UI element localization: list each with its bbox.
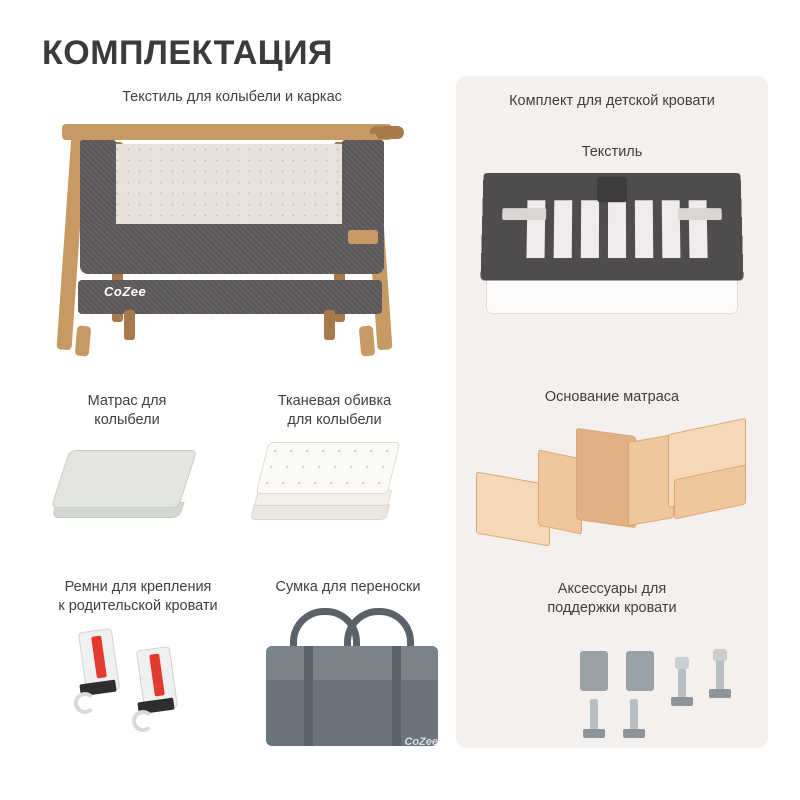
straps-illustration [52, 620, 222, 750]
accessories-caption [466, 580, 758, 618]
bed-support-accessories-illustration [570, 645, 750, 750]
accessories-caption-line2: поддержки кровати [547, 600, 677, 616]
bed-textile-label-left [502, 208, 546, 220]
mattress-caption-line2: колыбели [94, 412, 160, 428]
cover-caption-line2: для колыбели [287, 412, 382, 428]
accessory-pad-left [580, 651, 608, 691]
crib-leather-tag [348, 230, 378, 244]
bag-flap [266, 646, 438, 680]
accessory-pad-right [626, 651, 654, 691]
crib-foot-back-right [324, 310, 335, 340]
strap-hook-a [74, 692, 96, 714]
straps-caption [38, 578, 238, 616]
crib-foot-right [359, 325, 376, 356]
crib-illustration [52, 112, 412, 367]
accessory-foot-plate-1 [671, 697, 693, 706]
crib-foot-back-left [124, 310, 135, 340]
crib-fabric-bottom [80, 224, 384, 274]
mattress-base-illustration [476, 420, 756, 560]
bed-textile-illustration [476, 162, 748, 322]
accessory-foot-plate-3 [583, 729, 605, 738]
accessories-caption-line1: Аксессуары для [557, 581, 667, 597]
accessory-foot-plate-2 [709, 689, 731, 698]
accessory-foot-knob-2 [713, 649, 727, 661]
bed-textile-caption: Текстиль [581, 144, 643, 160]
bed-textile-label-right [678, 208, 722, 220]
crib-caption: Текстиль для колыбели и каркас [122, 89, 342, 105]
mattress-top [51, 450, 198, 508]
bag-caption: Сумка для переноски [275, 579, 421, 595]
cover-caption [252, 392, 417, 430]
straps-caption-line1: Ремни для крепления [64, 579, 212, 595]
accessory-foot-stem-4 [630, 699, 638, 731]
mattress-illustration [52, 432, 202, 552]
mattress-caption-line1: Матрас для [87, 393, 167, 409]
accessory-foot-plate-4 [623, 729, 645, 738]
straps-caption-line2: к родительской кровати [58, 598, 218, 614]
carry-bag-illustration [252, 608, 452, 758]
bed-textile-frame [481, 173, 744, 280]
crib-foot-left [75, 325, 92, 356]
accessory-foot-stem-2 [716, 659, 724, 691]
crib-mesh-panel [112, 144, 347, 226]
fabric-fold-top [256, 442, 401, 494]
strap-hook-b [132, 710, 154, 732]
folded-fabric-illustration [252, 432, 412, 542]
crib-brand-logo: CoZee [104, 284, 147, 299]
cover-caption-line1: Тканевая обивка [277, 393, 392, 409]
mattress-base-caption: Основание матраса [544, 389, 680, 405]
crib-top-rail [62, 124, 392, 140]
bed-kit-heading: Комплект для детской кровати [509, 93, 715, 109]
bag-strap-right [392, 646, 401, 746]
accessory-foot-stem-1 [678, 667, 686, 699]
accessory-foot-stem-3 [590, 699, 598, 731]
mattress-caption [52, 392, 202, 430]
base-board-3 [576, 428, 636, 528]
fabric-fold-bottom [250, 504, 390, 520]
page-title: КОМПЛЕКТАЦИЯ [42, 34, 333, 72]
bag-brand-logo: CoZee [404, 736, 438, 748]
bag-strap-left [304, 646, 313, 746]
accessory-foot-knob-1 [675, 657, 689, 669]
bed-textile-clip [597, 177, 627, 202]
